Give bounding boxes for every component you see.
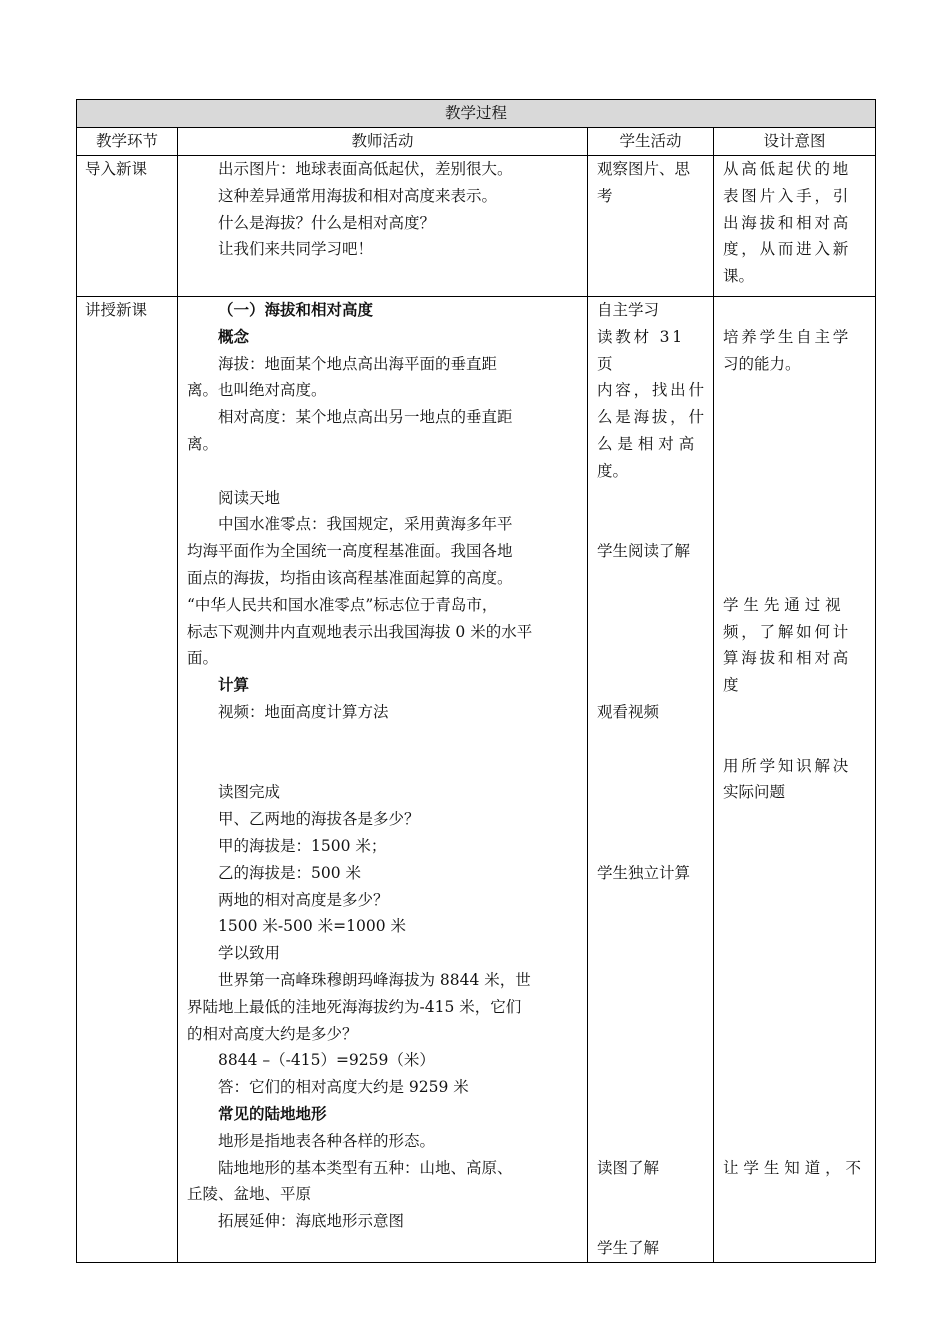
intro-design-line: 表图片入手，引 (723, 186, 852, 205)
answer-line: 甲的海拔是：1500 米； (218, 836, 387, 855)
blank-space (723, 806, 869, 1154)
intro-design-line: 课。 (723, 267, 755, 286)
datum-paragraph: 面点的海拔，均指由该高程基准面起算的高度。 (187, 568, 513, 587)
design-line: 用所学知识解决 (723, 756, 852, 775)
reading-heading: 阅读天地 (218, 488, 281, 507)
blank-space (723, 699, 869, 753)
blank-line (187, 458, 579, 485)
student-map-read: 读图了解 (597, 1158, 660, 1177)
intro-design-cell (714, 156, 876, 297)
student-compute: 学生独立计算 (597, 863, 691, 882)
landform-heading: 常见的陆地地形 (218, 1103, 327, 1123)
calc-heading: 计算 (218, 675, 250, 695)
design-line: 算海拔和相对高 (723, 649, 852, 668)
design-line: 实际问题 (723, 783, 786, 802)
intro-student-line: 考 (597, 186, 613, 205)
student-read-line: 内容，找出什 (597, 381, 707, 400)
apply-calculation: 8844 –（-415）=9259（米） (218, 1051, 435, 1070)
lecture-teacher-cell (178, 297, 588, 1263)
intro-teacher-line: 让我们来共同学习吧！ (218, 240, 374, 259)
read-map-line: 读图完成 (218, 783, 281, 802)
lecture-student-cell (588, 297, 714, 1263)
intro-teacher-line: 什么是海拔？什么是相对高度？ (218, 213, 436, 232)
design-line: 培养学生自主学 (723, 327, 852, 346)
relative-height-definition: 离。 (187, 434, 219, 453)
concept-heading: 概念 (218, 326, 250, 346)
blank-space (187, 726, 579, 780)
altitude-definition: 离。也叫绝对高度。 (187, 381, 327, 400)
datum-paragraph: 均海平面作为全国统一高度程基准面。我国各地 (187, 542, 513, 561)
blank-space (597, 887, 707, 1155)
blank-space (597, 565, 707, 699)
intro-design-line: 从高低起伏的地 (723, 160, 852, 178)
header-row (77, 128, 876, 156)
question-line: 甲、乙两地的海拔各是多少？ (218, 810, 420, 829)
answer-line: 1500 米-500 米=1000 米 (218, 917, 406, 936)
intro-student-line: 观察图片、思 (597, 160, 691, 178)
header-design-intent: 设计意图 (714, 128, 876, 156)
intro-stage: 导入新课 (77, 156, 178, 297)
video-line: 视频：地面高度计算方法 (218, 702, 389, 721)
datum-paragraph: 面。 (187, 649, 219, 668)
relative-height-definition: 相对高度：某个地点高出另一地点的垂直距 (218, 408, 513, 427)
lecture-stage: 讲授新课 (77, 297, 178, 1263)
design-line: 让 学 生 知 道 ， 不 (723, 1158, 862, 1177)
apply-paragraph: 的相对高度大约是多少？ (187, 1024, 358, 1043)
datum-paragraph: 中国水准零点：我国规定，采用黄海多年平 (218, 515, 513, 534)
intro-teacher-line: 出示图片：地球表面高低起伏，差别很大。 (218, 160, 513, 178)
blank-space (723, 377, 869, 591)
intro-teacher-line: 这种差异通常用海拔和相对高度来表示。 (218, 186, 498, 205)
lecture-row (77, 297, 876, 1263)
intro-student-cell (588, 156, 714, 297)
blank-space (723, 297, 869, 324)
blank-space (597, 485, 707, 539)
apply-paragraph: 界陆地上最低的洼地死海海拔约为-415 米，它们 (187, 997, 522, 1016)
student-reading: 学生阅读了解 (597, 542, 691, 561)
datum-paragraph: 标志下观测井内直观地表示出我国海拔 0 米的水平 (187, 622, 533, 641)
design-line: 学 生 先 通 过 视 (723, 595, 841, 614)
apply-answer: 答：它们的相对高度大约是 9259 米 (218, 1078, 469, 1097)
student-read-line: 么 是 相 对 高 (597, 434, 695, 453)
answer-line: 乙的海拔是：500 米 (218, 863, 362, 882)
datum-paragraph: “中华人民共和国水准零点”标志位于青岛市， (187, 595, 498, 614)
landform-paragraph: 陆地地形的基本类型有五种：山地、高原、 (218, 1158, 513, 1177)
lecture-design-cell (714, 297, 876, 1263)
student-read-line: 度。 (597, 461, 629, 480)
header-teacher-activity: 教师活动 (178, 128, 588, 156)
student-learn: 学生了解 (597, 1238, 660, 1257)
teaching-process-table (76, 99, 876, 1263)
extend-line: 拓展延伸：海底地形示意图 (218, 1212, 405, 1231)
blank-space (597, 1181, 707, 1235)
section-title: （一）海拔和相对高度 (218, 300, 374, 319)
student-read-line: 读教材 31 页 (597, 327, 685, 373)
altitude-definition: 海拔：地面某个地点高出海平面的垂直距 (218, 354, 498, 373)
intro-row (77, 156, 876, 297)
design-line: 频，了解如何计 (723, 622, 852, 641)
header-stage: 教学环节 (77, 128, 178, 156)
apply-heading: 学以致用 (218, 944, 281, 963)
header-student-activity: 学生活动 (588, 128, 714, 156)
intro-design-line: 出海拔和相对高 (723, 213, 852, 232)
intro-design-line: 度，从而进入新 (723, 240, 852, 259)
question-line: 两地的相对高度是多少？ (218, 890, 389, 909)
student-read-line: 么是海拔，什 (597, 408, 707, 427)
student-watch: 观看视频 (597, 702, 660, 721)
table-title: 教学过程 (77, 100, 876, 128)
student-self-study: 自主学习 (597, 301, 660, 319)
intro-teacher-cell (178, 156, 588, 297)
landform-paragraph: 丘陵、盆地、平原 (187, 1185, 312, 1204)
blank-space (597, 726, 707, 860)
design-line: 习的能力。 (723, 354, 801, 373)
design-line: 度 (723, 676, 739, 695)
apply-paragraph: 世界第一高峰珠穆朗玛峰海拔为 8844 米，世 (218, 970, 531, 989)
landform-paragraph: 地形是指地表各种各样的形态。 (218, 1131, 436, 1150)
